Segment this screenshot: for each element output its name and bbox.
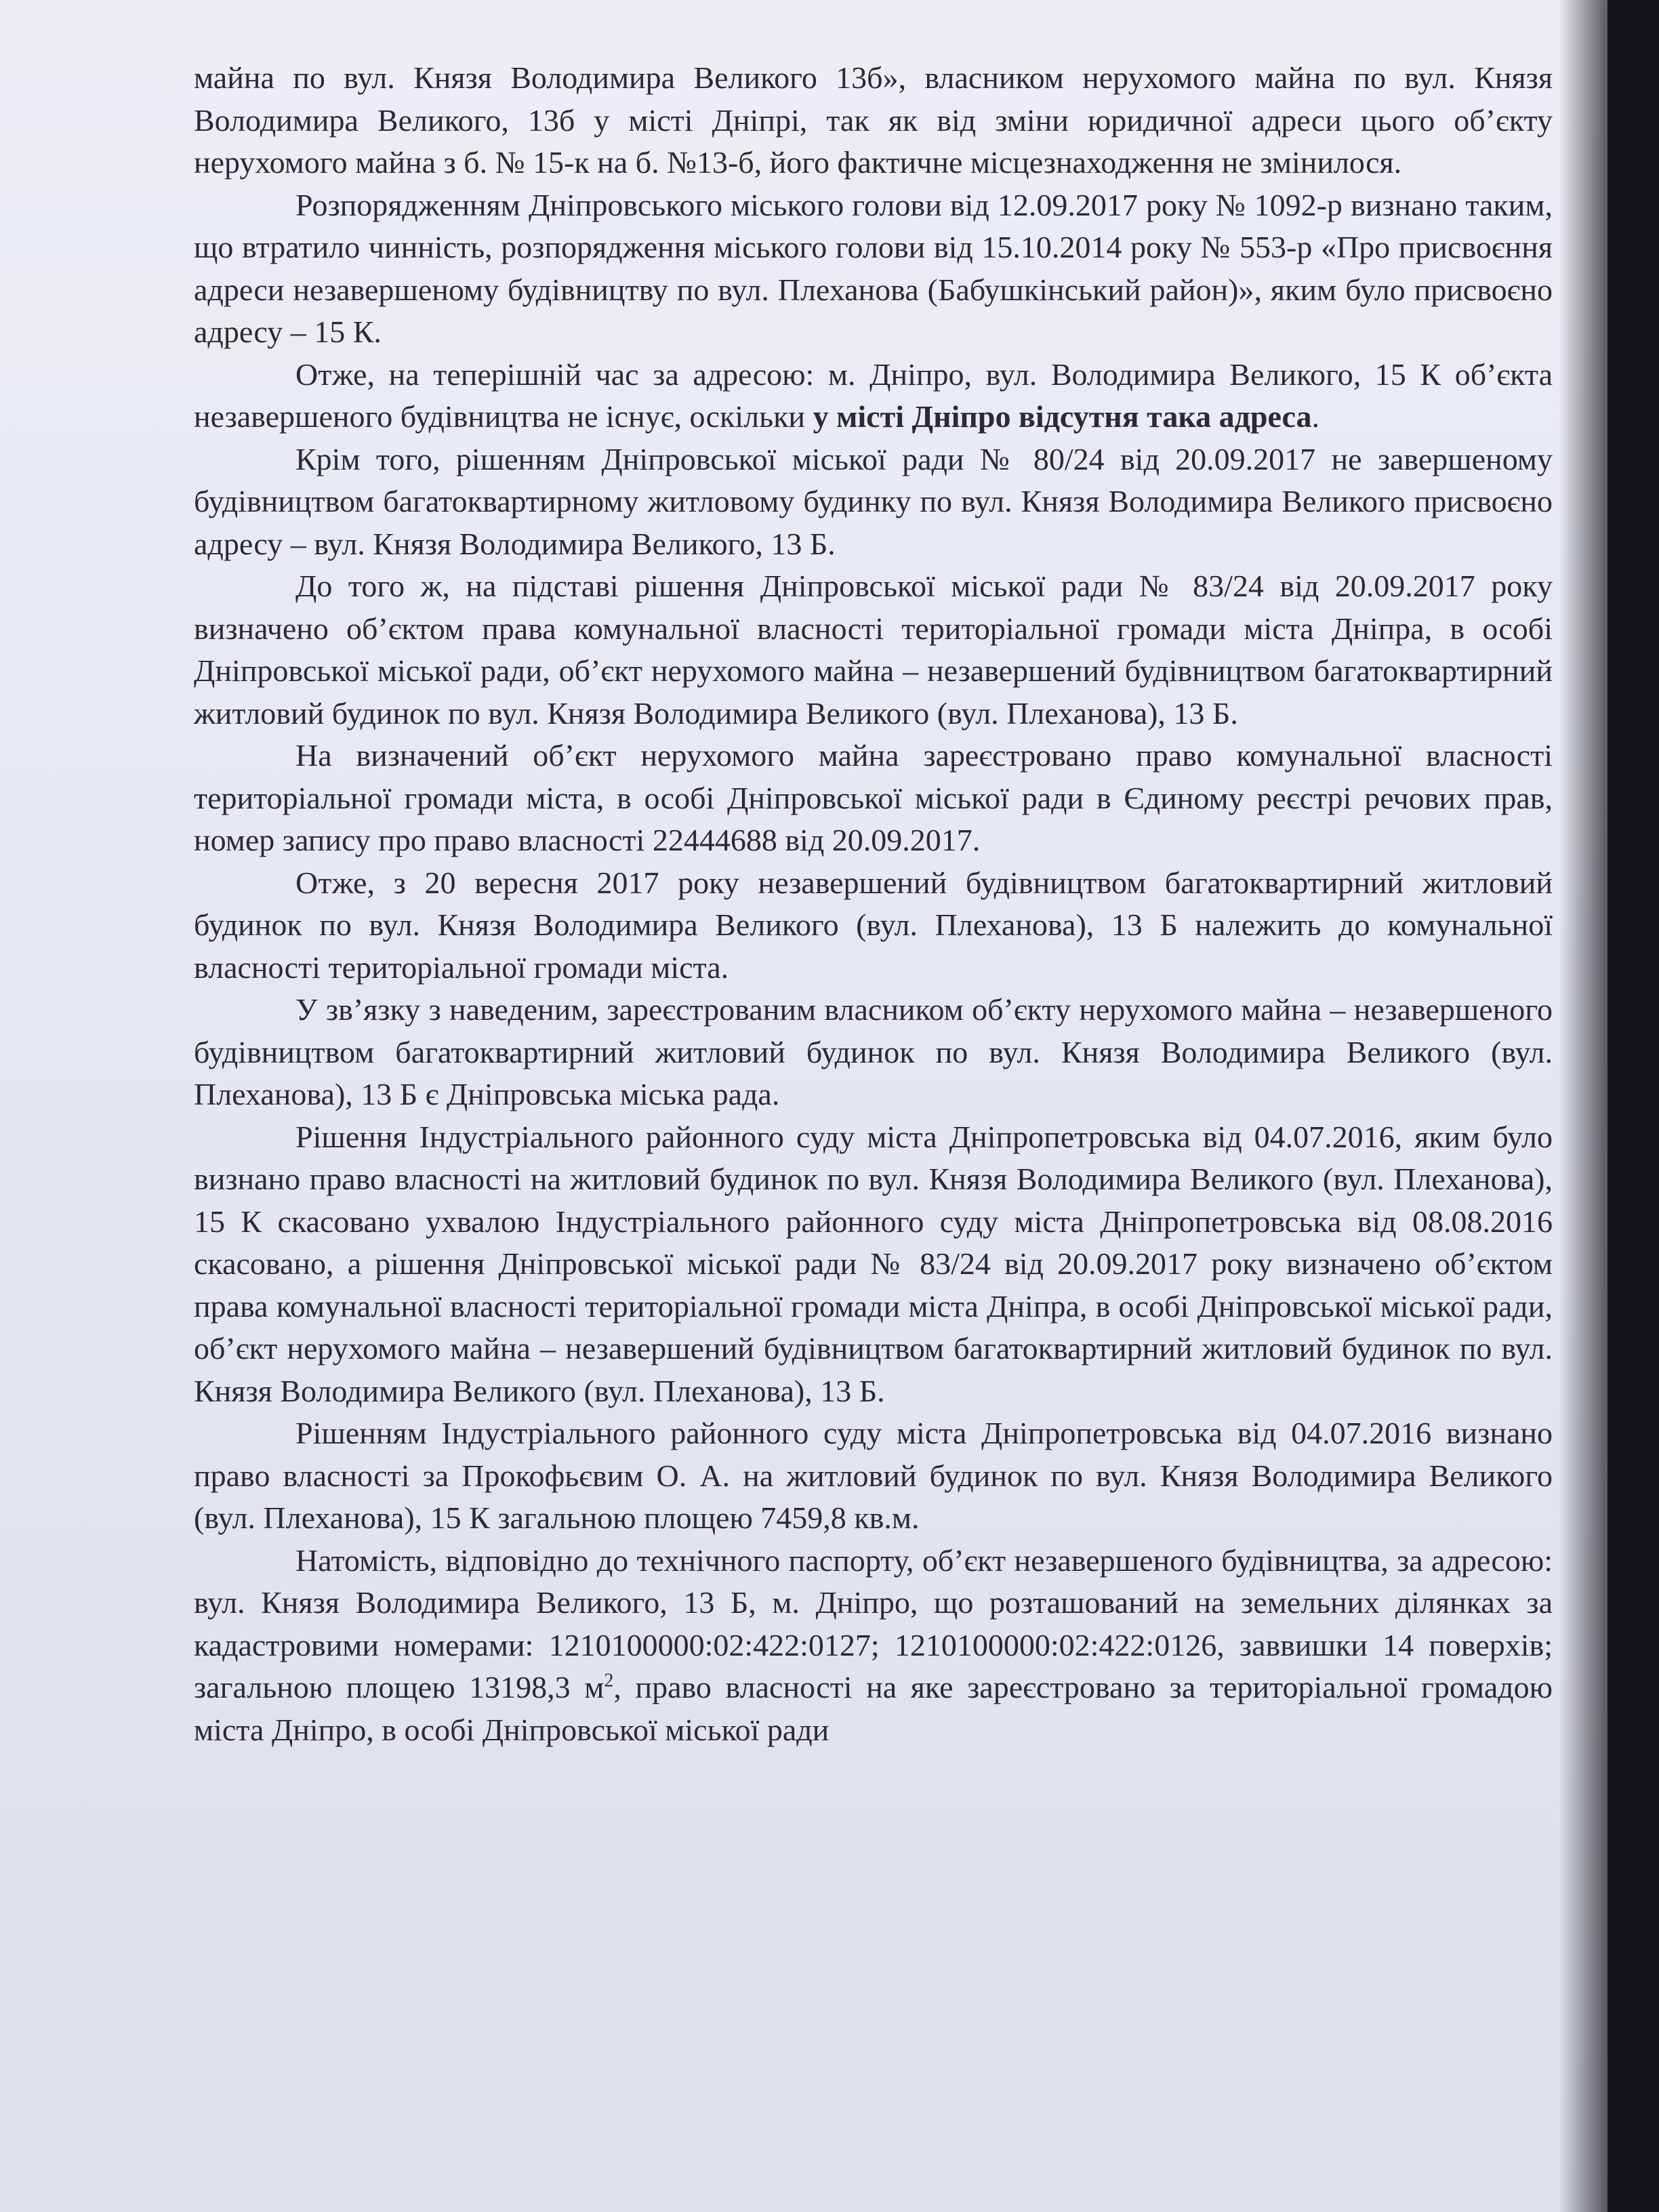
paragraph-3: Крім того, рішенням Дніпровської міської ради № 80/24 від 20.09.2017 не завершеному будівництвом багатоквартирному житловому будинку по вул. Князя Володимира Великого присвоєно адресу – вул. Князя Володимира Великого, 13 Б.: [194, 441, 1553, 561]
paragraph-2-end: .: [1311, 399, 1319, 434]
paragraph-2-text: Отже, на теперішній час за адресою: м. Дніпро, вул. Володимира Великого, 15 К об’єкта незавершеного будівництва не існує, оскільки: [194, 356, 1553, 434]
paragraph-8: Рішення Індустріального районного суду міста Дніпропетровська від 04.07.2016, яким було визнано право власності на житловий будинок по вул. Князя Володимира Великого (вул. Плеханова), 15 К скасовано ухвалою Індустріального районного суду міста Дніпропетровська від 08.08.2016 скасовано, а рішення Дніпровської міської ради № 83/24 від 20.09.2017 року визначено об’єктом права комунальної власності територіальної громади міста Дніпра, в особі Дніпровської міської ради, об’єкт нерухомого майна – незавершений будівництвом багатоквартирний житловий будинок по вул. Князя Володимира Великого (вул. Плеханова), 13 Б.: [194, 1119, 1553, 1408]
paragraph-4: До того ж, на підставі рішення Дніпровської міської ради № 83/24 від 20.09.2017 року визначено об’єктом права комунальної власності територіальної громади міста Дніпра, в особі Дніпровської міської ради, об’єкт нерухомого майна – незавершений будівництвом багатоквартирний житловий будинок по вул. Князя Володимира Великого (вул. Плеханова), 13 Б.: [194, 569, 1553, 731]
paragraph-10-end: , право власності на яке зареєстровано за територіальної громадою міста Дніпро, в особі Дніпровської міської ради: [194, 1670, 1553, 1747]
paragraph-10: [194, 1540, 1553, 1752]
paragraph-5: На визначений об’єкт нерухомого майна зареєстровано право комунальної власності територіальної громади міста, в особі Дніпровської міської ради в Єдиному реєстрі речових прав, номер запису про право власності 22444688 від 20.09.2017.: [194, 738, 1553, 857]
paragraph-10-text: Натомість, відповідно до технічного паспорту, об’єкт незавершеного будівництва, за адресою: вул. Князя Володимира Великого, 13 Б, м. Дніпро, що розташований на земельних ділянках за кадастровими номерами: 1210100000:02:422:0127; 1210100000:02:422:0126, заввишки 14 поверхів; загальною площею 13198,3 м: [194, 1542, 1553, 1704]
paragraph-9: Рішенням Індустріального районного суду міста Дніпропетровська від 04.07.2016 визнано право власності за Прокофьєвим О. А. на житловий будинок по вул. Князя Володимира Великого (вул. Плеханова), 15 К загальною площею 7459,8 кв.м.: [194, 1416, 1553, 1535]
page-edge-shadow: [1559, 0, 1659, 2212]
paragraph-0: майна по вул. Князя Володимира Великого 13б», власником нерухомого майна по вул. Князя Володимира Великого, 13б у місті Дніпрі, так як від зміни юридичної адреси цього об’єкту нерухомого майна з б. № 15-к на б. №13-б, його фактичне місцезнаходження не змінилося.: [194, 60, 1553, 180]
paragraph-2-bold: у місті Дніпро відсутня така адреса: [813, 399, 1312, 434]
paragraph-2: [194, 354, 1553, 438]
paragraph-7: У зв’язку з наведеним, зареєстрованим власником об’єкту нерухомого майна – незавершеного будівництвом багатоквартирний житловий будинок по вул. Князя Володимира Великого (вул. Плеханова), 13 Б є Дніпровська міська рада.: [194, 992, 1553, 1111]
paragraph-6: Отже, з 20 вересня 2017 року незавершений будівництвом багатоквартирний житловий будинок по вул. Князя Володимира Великого (вул. Плеханова), 13 Б належить до комунальної власності територіальної громади міста.: [194, 865, 1553, 985]
document-body: [194, 57, 1553, 1751]
paragraph-1: Розпорядженням Дніпровського міського голови від 12.09.2017 року № 1092-р визнано таким, що втратило чинність, розпорядження міського голови від 15.10.2014 року № 553-р «Про присвоєння адреси незавершеному будівництву по вул. Плеханова (Бабушкінський район)», яким було присвоєно адресу – 15 К.: [194, 187, 1553, 349]
superscript-2: 2: [604, 1670, 614, 1692]
